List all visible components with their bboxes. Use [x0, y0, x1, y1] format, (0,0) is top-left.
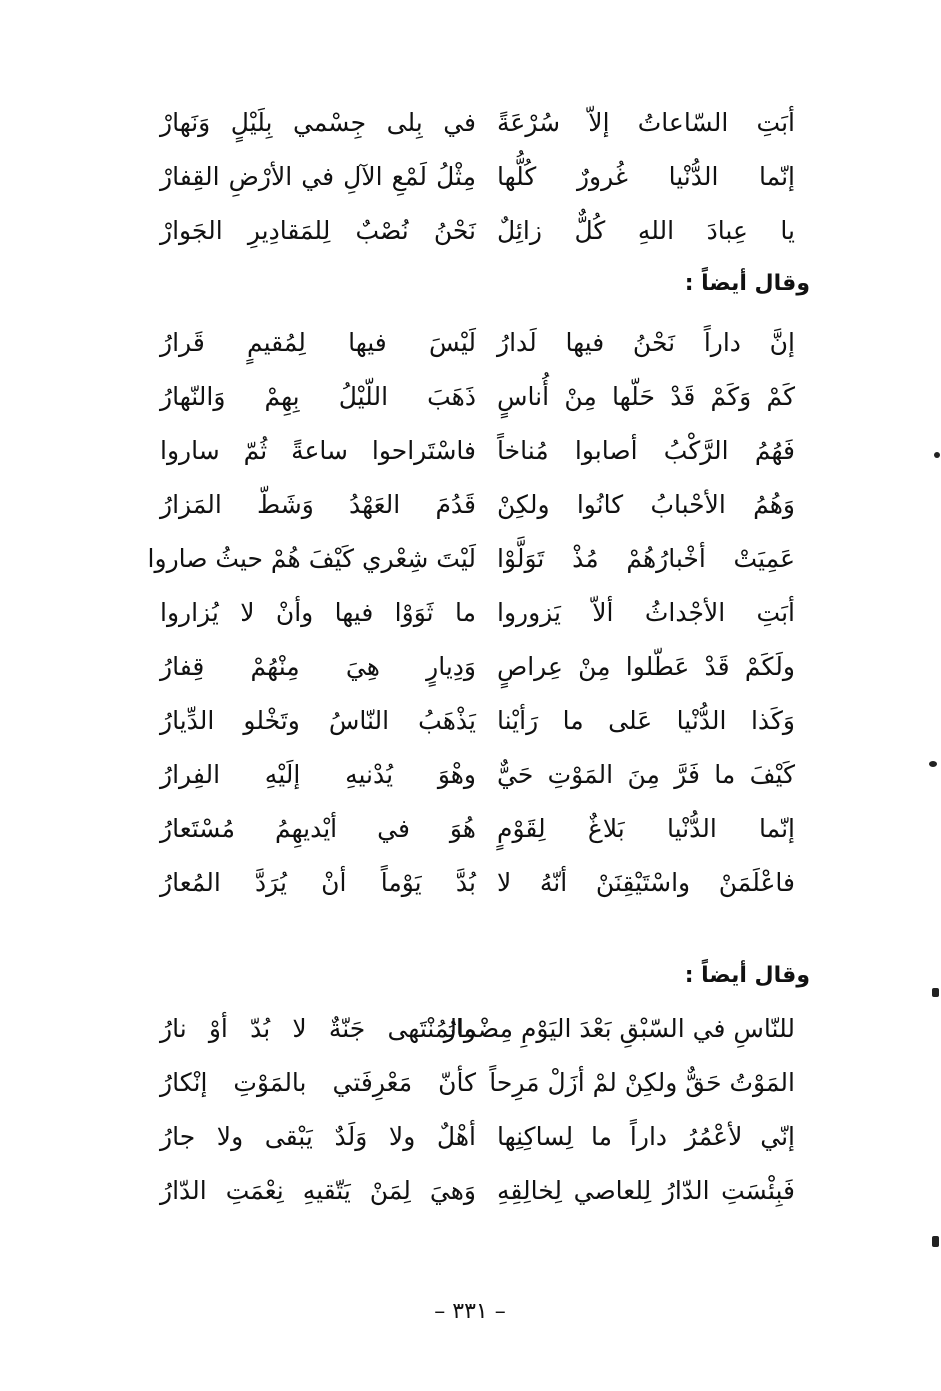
first-hemistich: وَكَذا الدُّنْيا عَلى ما رَأيْنا: [497, 706, 795, 735]
second-hemistich: لَيْسَ فيها لِمُقيمٍ قَرارُ: [160, 328, 476, 357]
first-hemistich: كَيْفَ ما فَرَّ مِنَ المَوْتِ حَيٌّ: [497, 760, 795, 789]
couplet: [0, 694, 941, 748]
couplet: [0, 586, 941, 640]
first-hemistich: فاعْلَمَنْ واسْتَيْقِنَنْ أنّهُ لا: [497, 868, 795, 897]
second-hemistich: بُدَّ يَوْماً أنْ يُرَدَّ المُعارُ: [160, 868, 476, 897]
scan-speck: [932, 988, 939, 997]
couplet: [0, 204, 941, 258]
second-hemistich: لَيْتَ شِعْري كَيْفَ هُمْ حيثُ صاروا: [147, 544, 476, 573]
first-hemistich: كَمْ وَكَمْ قَدْ حَلّها مِنْ أُناسٍ: [497, 382, 795, 411]
couplet: [0, 1110, 941, 1164]
second-hemistich: وهْوَ يُدْنيهِ إلَيْهِ الفِرارُ: [160, 760, 476, 789]
first-hemistich: المَوْتُ حَقٌّ ولكِنْ لمْ أزَلْ مَرِحاً: [489, 1068, 795, 1097]
second-hemistich: ذَهَبَ اللّيْلُ بِهِمْ وَالنّهارُ: [160, 382, 476, 411]
couplet: [0, 802, 941, 856]
first-hemistich: إنّما الدُّنْيا بَلاغٌ لِقَوْمٍ: [497, 814, 795, 843]
couplet: [0, 1164, 941, 1218]
couplet: [0, 532, 941, 586]
section-heading: وقال أيضاً :: [684, 271, 810, 296]
second-hemistich: وَدِيارٍ هِيَ مِنْهُمْ قِفارُ: [160, 652, 476, 681]
couplet: [0, 150, 941, 204]
second-hemistich: فاسْتَراحوا ساعةً ثُمّ ساروا: [160, 436, 476, 465]
first-hemistich: يا عِبادَ اللهِ كُلٌّ زائِلٌ: [497, 216, 795, 245]
first-hemistich: أبَتِ الأجْداثُ ألاّ يَزوروا: [497, 598, 795, 627]
couplet: [0, 856, 941, 910]
second-hemistich: ما ثَوَوْا فيها وأنْ لا يُزاروا: [160, 598, 476, 627]
scan-speck: [932, 1236, 939, 1247]
scan-speck: [934, 452, 940, 458]
first-hemistich: ولَكَمْ قَدْ عَطّلوا مِنْ عِراصٍ: [497, 652, 795, 681]
second-hemistich: يَذْهَبُ النّاسُ وتَخْلو الدِّيارُ: [160, 706, 476, 735]
first-hemistich: عَمِيَتْ أخْبارُهُمْ مُذْ تَوَلَّوْا: [497, 544, 795, 573]
second-hemistich: هُوَ في أيْديهِمُ مُسْتَعارُ: [160, 814, 476, 843]
couplet: [0, 316, 941, 370]
first-hemistich: أبَتِ السّاعاتُ إلاّ سُرْعَةً: [497, 108, 795, 137]
second-hemistich: نَحْنُ نُصْبٌ لِلمَقادِيرِ الجَوارْ: [160, 216, 476, 245]
first-hemistich: وَهُمُ الأحْبابُ كانُوا ولكِنْ: [497, 490, 795, 519]
second-hemistich: أهْلٌ ولا وَلَدٌ يَبْقى ولا جارُ: [160, 1122, 476, 1151]
couplet: [0, 1002, 941, 1056]
couplet: [0, 478, 941, 532]
section-heading: وقال أيضاً :: [684, 963, 810, 988]
couplet: [0, 1056, 941, 1110]
first-hemistich: إنَّ داراً نَحْنُ فيها لَدارُ: [497, 328, 795, 357]
first-hemistich: فَبِئْسَتِ الدّارُ لِلعاصي لِخالِقِهِ: [497, 1176, 795, 1205]
second-hemistich: كأنّ مَعْرِفَتي بالمَوْتِ إنْكارُ: [160, 1068, 476, 1097]
couplet: [0, 640, 941, 694]
second-hemistich: والمُنْتَهى جَنّةٌ لا بُدّ أوْ نارُ: [160, 1014, 476, 1043]
couplet: [0, 370, 941, 424]
first-hemistich: للنّاسِ في السّبْقِ بَعْدَ اليَوْمِ مِضْمارُ: [443, 1014, 795, 1043]
second-hemistich: في بِلى جِسْمي بِلَيْلٍ وَنَهارْ: [160, 108, 476, 137]
scan-speck: [929, 761, 937, 767]
first-hemistich: إنّما الدُّنْيا غُرورٌ كُلُّها: [497, 162, 795, 191]
first-hemistich: إنّي لأعْمُرُ داراً ما لِساكِنِها: [497, 1122, 795, 1151]
couplet: [0, 424, 941, 478]
couplet: [0, 748, 941, 802]
page-number: – ٣٣١ –: [434, 1299, 506, 1324]
second-hemistich: وَهيَ لِمَنْ يَتّقيهِ نِعْمَتِ الدّارُ: [160, 1176, 476, 1205]
second-hemistich: مِثْلُ لَمْعِ الآلِ في الأرْضِ القِفارْ: [160, 162, 476, 191]
first-hemistich: فَهُمُ الرَّكْبُ أصابوا مُناخاً: [497, 436, 795, 465]
couplet: [0, 96, 941, 150]
second-hemistich: قَدُمَ العَهْدُ وَشَطّ المَزارُ: [160, 490, 476, 519]
